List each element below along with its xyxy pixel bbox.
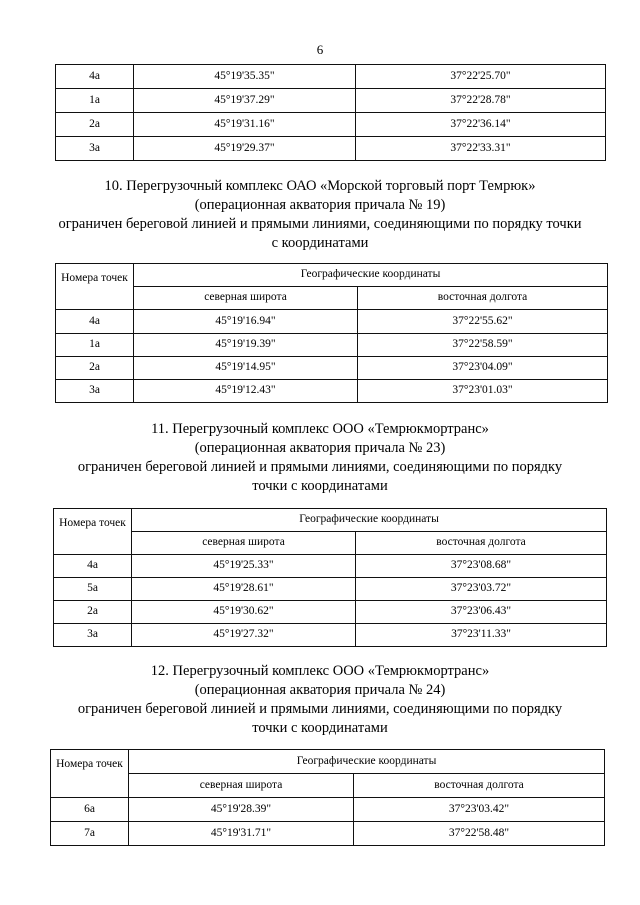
section-11-coordinates-table (53, 508, 607, 647)
longitude-cell: 37°23'04.09" (358, 357, 608, 380)
point-cell: 6a (51, 798, 129, 822)
longitude-cell: 37°22'33.31" (356, 137, 606, 161)
geo-coordinates-header: Географические координаты (134, 264, 608, 287)
table-row (56, 89, 606, 113)
table-row (56, 65, 606, 89)
longitude-cell: 37°22'58.59" (358, 334, 608, 357)
point-cell: 1a (56, 89, 134, 113)
page-number: 6 (316, 42, 324, 57)
table-row (56, 357, 608, 380)
heading-line: ограничен береговой линией и прямыми линиями, соединяющими по порядку (77, 459, 563, 475)
geo-coordinates-header: Географические координаты (129, 750, 605, 774)
heading-line: 10. Перегрузочный комплекс ОАО «Морской торговый порт Темрюк» (104, 178, 536, 194)
point-cell: 3a (56, 380, 134, 403)
point-cell: 3a (54, 624, 132, 647)
section-12-coordinates-table (50, 749, 605, 846)
heading-line: 12. Перегрузочный комплекс ООО «Темрюкмортранс» (150, 663, 490, 679)
heading-line: точки с координатами (252, 478, 388, 494)
latitude-cell: 45°19'31.16" (134, 113, 356, 137)
points-header: Номера точек (51, 750, 129, 798)
longitude-cell: 37°23'06.43" (356, 601, 607, 624)
longitude-header: восточная долгота (356, 532, 607, 555)
longitude-header: восточная долгота (354, 774, 605, 798)
point-cell: 4a (56, 310, 134, 334)
latitude-cell: 45°19'27.32" (132, 624, 356, 647)
latitude-header: северная широта (129, 774, 354, 798)
heading-line: (операционная акватория причала № 19) (194, 197, 446, 213)
heading-line: (операционная акватория причала № 23) (194, 440, 446, 456)
longitude-cell: 37°22'58.48" (354, 822, 605, 846)
longitude-cell: 37°22'36.14" (356, 113, 606, 137)
table-row (56, 113, 606, 137)
point-cell: 3a (56, 137, 134, 161)
table-row (56, 137, 606, 161)
table-row (56, 310, 608, 334)
point-cell: 2a (56, 357, 134, 380)
point-cell: 5a (54, 578, 132, 601)
table-row (54, 555, 607, 578)
point-cell: 2a (56, 113, 134, 137)
heading-line: (операционная акватория причала № 24) (194, 682, 446, 698)
points-header: Номера точек (54, 509, 132, 555)
section-12-heading (20, 662, 620, 738)
latitude-cell: 45°19'29.37" (134, 137, 356, 161)
longitude-cell: 37°22'28.78" (356, 89, 606, 113)
longitude-cell: 37°22'55.62" (358, 310, 608, 334)
heading-line: точки с координатами (252, 720, 388, 736)
latitude-cell: 45°19'28.39" (129, 798, 354, 822)
latitude-cell: 45°19'19.39" (134, 334, 358, 357)
latitude-cell: 45°19'35.35" (134, 65, 356, 89)
point-cell: 7a (51, 822, 129, 846)
section-10-coordinates-table (55, 263, 608, 403)
latitude-cell: 45°19'12.43" (134, 380, 358, 403)
section-10-heading (20, 177, 620, 253)
geo-coordinates-header: Географические координаты (132, 509, 607, 532)
heading-line: ограничен береговой линией и прямыми линиями, соединяющими по порядку (77, 701, 563, 717)
latitude-header: северная широта (132, 532, 356, 555)
coordinates-table-continued (55, 64, 606, 161)
heading-line: с координатами (271, 235, 369, 251)
latitude-cell: 45°19'28.61" (132, 578, 356, 601)
table-row (54, 601, 607, 624)
longitude-header: восточная долгота (358, 287, 608, 310)
section-11-heading (20, 420, 620, 496)
heading-line: ограничен береговой линией и прямыми линиями, соединяющими по порядку точки (58, 216, 582, 232)
latitude-header: северная широта (134, 287, 358, 310)
table-row (56, 334, 608, 357)
latitude-cell: 45°19'30.62" (132, 601, 356, 624)
table-row (51, 798, 605, 822)
latitude-cell: 45°19'25.33" (132, 555, 356, 578)
table-row (54, 624, 607, 647)
latitude-cell: 45°19'37.29" (134, 89, 356, 113)
table-row (51, 822, 605, 846)
point-cell: 2a (54, 601, 132, 624)
table-row (54, 578, 607, 601)
point-cell: 4a (56, 65, 134, 89)
latitude-cell: 45°19'14.95" (134, 357, 358, 380)
point-cell: 1a (56, 334, 134, 357)
point-cell: 4a (54, 555, 132, 578)
table-row (56, 380, 608, 403)
longitude-cell: 37°23'03.72" (356, 578, 607, 601)
longitude-cell: 37°23'11.33" (356, 624, 607, 647)
latitude-cell: 45°19'16.94" (134, 310, 358, 334)
longitude-cell: 37°23'03.42" (354, 798, 605, 822)
heading-line: 11. Перегрузочный комплекс ООО «Темрюкмортранс» (151, 421, 489, 437)
longitude-cell: 37°22'25.70" (356, 65, 606, 89)
points-header: Номера точек (56, 264, 134, 310)
latitude-cell: 45°19'31.71" (129, 822, 354, 846)
longitude-cell: 37°23'08.68" (356, 555, 607, 578)
longitude-cell: 37°23'01.03" (358, 380, 608, 403)
